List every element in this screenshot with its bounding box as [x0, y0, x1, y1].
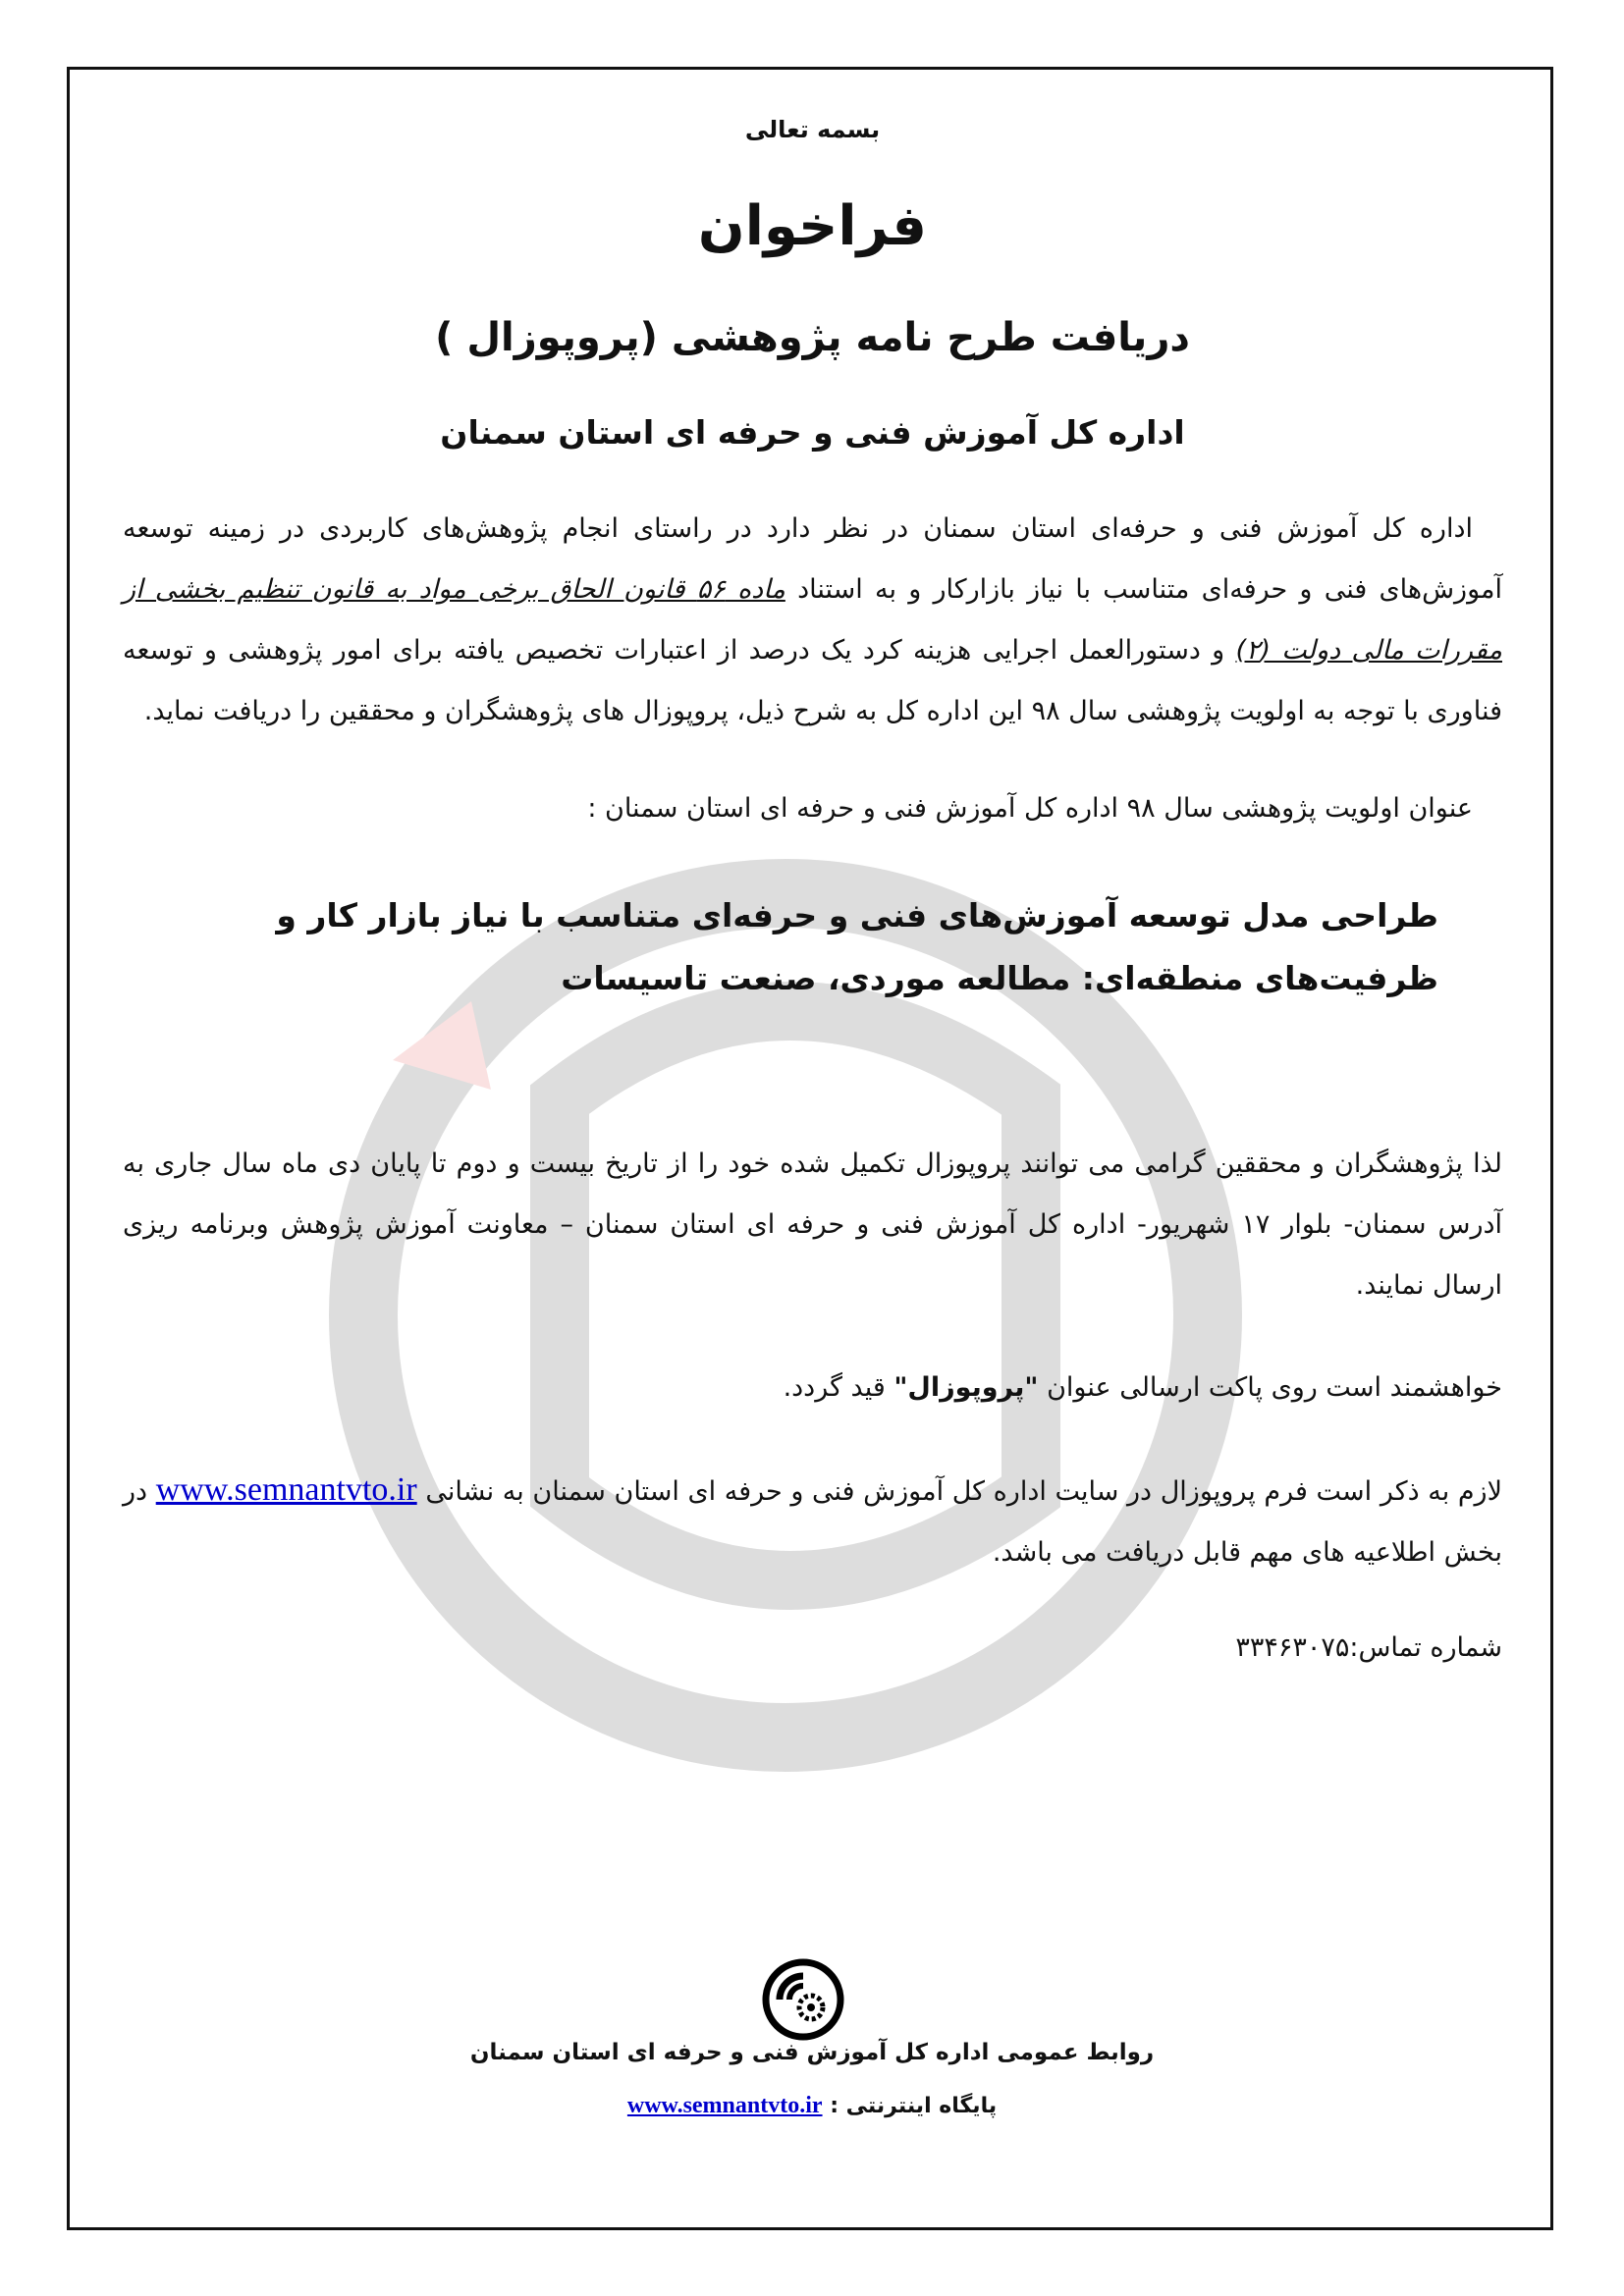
priority-label: عنوان اولویت پژوهشی سال ۹۸ اداره کل آموزش فنی و حرفه ای استان سمنان : [587, 793, 1473, 824]
form-note-text-2: در بخش اطلاعیه های مهم قابل دریافت می باشد. [123, 1476, 1502, 1568]
page-title: فراخوان [697, 194, 928, 258]
footer-website-link[interactable]: www.semnantvto.ir [626, 2093, 823, 2118]
envelope-keyword: "پروپوزال" [893, 1372, 1039, 1403]
envelope-note-text-1: خواهشمند است روی پاکت ارسالی عنوان [1038, 1372, 1502, 1403]
envelope-note [123, 1358, 1502, 1418]
page-subtitle: دریافت طرح نامه پژوهشی (پروپوزال ) [435, 315, 1190, 360]
organization-name: اداره کل آموزش فنی و حرفه ای استان سمنان [440, 413, 1185, 452]
intro-text-1: اداره کل آموزش فنی و حرفه‌ای استان سمنان در نظر دارد در راستای انجام پژوهش‌های کاربردی در زمینه توسعه آموزش‌های فنی و حرفه‌ای متناسب با نیاز بازارکار و به استناد [123, 513, 1502, 605]
form-note [123, 1460, 1502, 1583]
priority-title: طراحی مدل توسعه آموزش‌های فنی و حرفه‌ای متناسب با نیاز بازار کار و ظرفیت‌های منطقه‌ای: مطالعه موردی، صنعت تاسیسات [276, 896, 1438, 997]
bismillah: بسمه تعالی [744, 116, 881, 143]
intro-paragraph [123, 499, 1502, 742]
submission-paragraph: لذا پژوهشگران و محققین گرامی می توانند پروپوزال تکمیل شده خود را از تاریخ بیست و دوم تا پایان دی ماه سال جاری به آدرس سمنان- بلوار ۱۷ شهریور- اداره کل آموزش فنی و حرفه ای استان سمنان – معاونت آموزش پژوهش وبرنامه ریزی ارسال نمایند. [123, 1148, 1503, 1301]
footer-public-relations: روابط عمومی اداره کل آموزش فنی و حرفه ای استان سمنان [469, 2040, 1155, 2065]
intro-text-2: و دستورالعمل اجرایی هزینه کرد یک درصد از اعتبارات تخصیص یافته برای امور پژوهشی و توسعه فناوری با توجه به اولویت پژوهشی سال ۹۸ این اداره کل به شرح ذیل، پروپوزال های پژوهشگران و محققین را دریافت نماید. [123, 635, 1502, 726]
website-link[interactable]: www.semnantvto.ir [155, 1471, 417, 1508]
footer-website-label: پایگاه اینترنتی : [822, 2094, 998, 2118]
footer-website [0, 2093, 1624, 2119]
law-reference: ماده ۵۶ قانون الحاق برخی مواد به قانون تنظیم بخشی از مقررات مالی دولت (۲) [123, 574, 1502, 666]
organization-logo-icon [762, 1958, 844, 2041]
form-note-text-1: لازم به ذکر است فرم پروپوزال در سایت اداره کل آموزش فنی و حرفه ای استان سمنان به نشانی [425, 1476, 1502, 1507]
contact-number: شماره تماس:۳۳۴۶۳۰۷۵ [1235, 1632, 1502, 1663]
document-body [123, 98, 1502, 1663]
envelope-note-text-2: قید گردد. [783, 1372, 894, 1403]
